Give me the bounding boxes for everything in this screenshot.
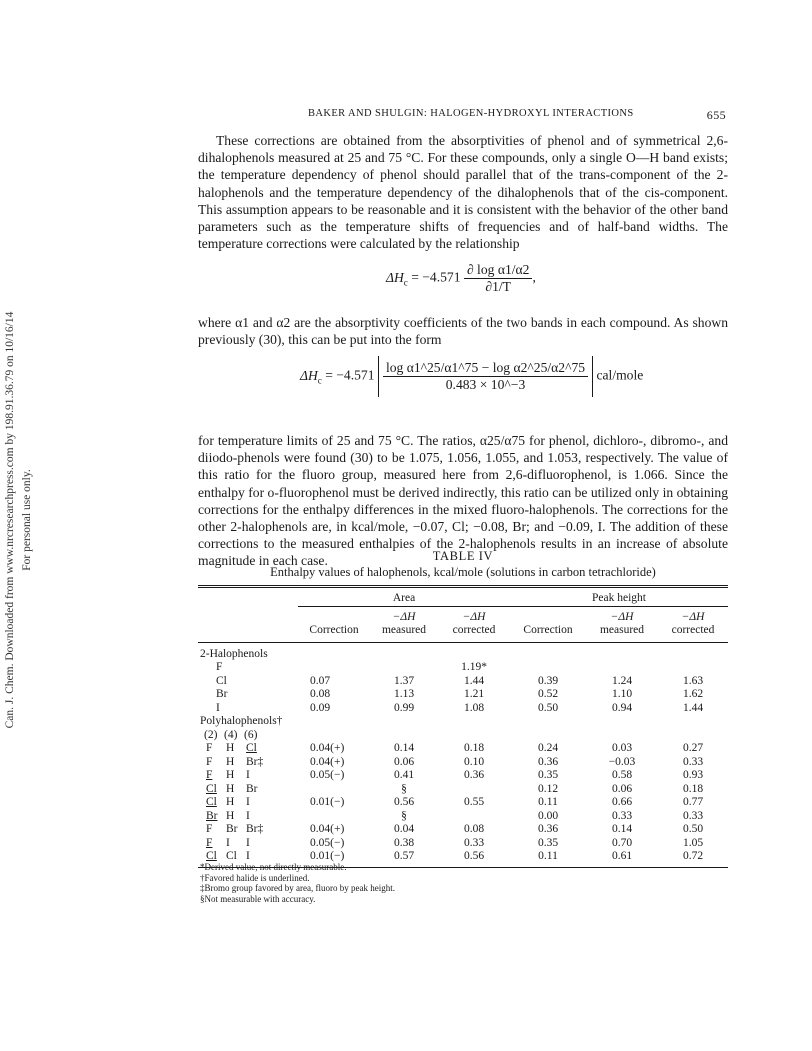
footnote: §Not measurable with accuracy. [200, 893, 316, 904]
cell-c2: 0.35 [537, 836, 559, 849]
cell-substituents [198, 796, 298, 810]
cell-m1 [370, 661, 438, 675]
table-row [198, 783, 728, 797]
cell-m2: 0.61 [611, 850, 633, 862]
cell-m1: 0.04 [393, 823, 415, 835]
cell-m1: 0.56 [393, 796, 415, 808]
cell-r1: 1.44 [463, 674, 485, 687]
cell-r2: 0.33 [682, 755, 704, 768]
eq1-tail: , [532, 269, 536, 285]
cell-c1: 0.09 [310, 701, 331, 714]
cell-r2: 0.72 [682, 850, 704, 862]
col-neg-dh: −ΔH [610, 610, 634, 623]
cell-m2: 0.66 [611, 796, 633, 808]
paragraph-text: where α1 and α2 are the absorptivity coefficients of the two bands in each compound. As shown previously (30), this can be put into the form [198, 315, 728, 348]
cell-m1: 1.37 [393, 674, 415, 687]
cell-r1: 0.55 [463, 796, 485, 808]
substituent-a: Cl [206, 782, 217, 795]
cell-c2: 0.36 [537, 823, 559, 835]
cell-m1: 0.41 [393, 769, 415, 781]
substituent-b: Br [226, 823, 238, 835]
cell-c2: 0.52 [537, 688, 559, 700]
cell-c1: 0.04(+) [310, 823, 345, 835]
cell-r1: 0.33 [463, 836, 485, 849]
cell-m2: 0.58 [611, 769, 633, 781]
cell-r1: 0.10 [463, 755, 485, 768]
table-row [198, 796, 728, 810]
cell-m2: 0.03 [611, 742, 633, 754]
footnote: ‡Bromo group favored by area, fluoro by peak height. [200, 883, 395, 893]
substituent-c: Cl [246, 742, 257, 754]
cell-m2: 0.06 [611, 782, 633, 795]
col-neg-dh: −ΔH [681, 610, 705, 623]
cell-substituents [198, 742, 298, 756]
cell-c2: 0.50 [537, 701, 559, 714]
col-correction: Correction [523, 624, 573, 636]
cell-r1: 0.36 [463, 769, 485, 781]
cell-label: I [216, 701, 220, 714]
cell-substituents [198, 769, 298, 783]
cell-r2: 1.05 [682, 836, 704, 849]
cell-substituents [198, 837, 298, 851]
cell-m2: −0.03 [608, 755, 636, 768]
col-neg-dh: −ΔH [392, 610, 416, 623]
table-row [198, 823, 728, 837]
substituent-c: Br [246, 782, 258, 795]
cell-m1: 0.06 [393, 755, 415, 768]
cell-c1: 0.08 [310, 688, 331, 700]
cell-label: Cl [216, 674, 227, 687]
cell-c1 [298, 783, 370, 797]
group-header-peak: Peak height [510, 587, 728, 607]
eq2-denominator: 0.483 × 10^−3 [445, 377, 526, 392]
eq1-denominator: ∂1/T [485, 279, 511, 294]
cell-m1: 0.99 [393, 701, 415, 714]
table-caption: Enthalpy values of halophenols, kcal/mole (solutions in carbon tetrachloride) [270, 565, 656, 579]
section-label: 2-Halophenols [200, 647, 268, 660]
table-row [198, 756, 728, 770]
cell-c1: 0.04(+) [310, 742, 345, 754]
cell-substituents [198, 756, 298, 770]
substituent-c: Br‡ [246, 823, 264, 835]
cell-substituents [198, 823, 298, 837]
cell-r1: 0.18 [463, 742, 485, 754]
substituent-c: Br‡ [246, 755, 264, 768]
substituent-b: H [226, 809, 235, 822]
substituent-a: F [206, 755, 213, 768]
table-row [198, 702, 728, 716]
cell-r1: 0.08 [463, 823, 485, 835]
cell-m2: 0.33 [611, 809, 633, 822]
cell-m2: 0.70 [611, 836, 633, 849]
cell-c2: 0.35 [537, 769, 559, 781]
substituent-c: I [246, 769, 250, 781]
cell-c1 [298, 810, 370, 824]
eq2-numerator: log α1^25/α1^75 − log α2^25/α2^75 [383, 360, 588, 377]
cell-substituents [198, 810, 298, 824]
col-correction: Correction [309, 624, 359, 636]
cell-r1: 1.21 [463, 688, 485, 700]
cell-r1: 0.56 [463, 850, 485, 862]
cell-m1: § [401, 809, 407, 822]
cell-substituents [198, 783, 298, 797]
cell-r2: 1.63 [682, 674, 704, 687]
group-header-area: Area [298, 587, 510, 607]
cell-r1: 1.08 [463, 701, 485, 714]
substituent-a: F [206, 742, 213, 754]
cell-m1: 0.57 [393, 850, 415, 862]
cell-c2: 0.36 [537, 755, 559, 768]
cell-m1: § [401, 782, 407, 795]
table-footnotes [200, 862, 720, 904]
eq2-coefficient: = −4.571 [325, 367, 375, 383]
cell-m1: 0.14 [393, 742, 415, 754]
substituent-b: H [226, 769, 235, 781]
paragraph-text: for temperature limits of 25 and 75 °C. The ratios, α25/α75 for phenol, dichloro-, dibromo-, and diiodo-phenols were found (30) to be 1.075, 1.056, 1.055, and 1.053, respectively. The value of this ratio for the fluoro group, measured here from 2,6-difluorophenol, is 1.066. Since the enthalpy for o-fluorophenol must be derived indirectly, this ratio can be utilized only in obtaining corrections for the enthalpy differences in the mixed fluoro-halophenols. The corrections for the other 2-halophenols are, in kcal/mole, −0.07, Cl; −0.08, Br; and −0.09, I. The addition of these corrections to the measured enthalpies of the 2-halophenols results in an increase of absolute magnitude in each case. [198, 433, 728, 569]
cell-r2: 0.93 [682, 769, 704, 781]
eq2-unit: cal/mole [596, 367, 644, 383]
cell-m2 [586, 661, 658, 675]
enthalpy-table [198, 585, 728, 868]
substituent-b: Cl [226, 850, 237, 862]
cell-r2: 0.18 [682, 782, 704, 795]
cell-r1 [438, 783, 510, 797]
footnote: †Favored halide is underlined. [200, 872, 310, 883]
cell-m1: 0.38 [393, 836, 415, 849]
table-row [198, 688, 728, 702]
table-row [198, 769, 728, 783]
cell-c2: 0.12 [537, 782, 559, 795]
paragraph-form [198, 314, 728, 348]
substituent-b: I [226, 836, 230, 849]
equation-enthalpy-derivative [386, 262, 646, 308]
table-heading [198, 548, 728, 580]
cell-c1: 0.04(+) [310, 755, 345, 768]
cell-c1: 0.01(−) [310, 850, 345, 862]
cell-m2: 0.94 [611, 701, 633, 714]
cell-r2: 1.62 [682, 688, 704, 700]
cell-label: F [216, 661, 223, 673]
cell-label: Br [216, 688, 228, 700]
running-head-title: BAKER AND SHULGIN: HALOGEN-HYDROXYL INTERACTIONS [308, 108, 634, 119]
eq2-fraction [383, 360, 588, 393]
table-row [198, 742, 728, 756]
substituent-a: Cl [206, 796, 217, 808]
col-measured: measured [599, 624, 645, 636]
cell-r2 [658, 661, 728, 675]
paragraph-text: These corrections are obtained from the absorptivities of phenol and of symmetrical 2,6-dihalophenols measured at 25 and 75 °C. For these compounds, only a single O—H band exists; the temperature dependency of phenol should parallel that of the trans-component of the 2-halophenols and the temperature dependency of the dihalophenols that of the cis-component. This assumption appears to be reasonable and it is consistent with the behavior of the other band parameters such as the temperature shifts of frequencies and of half-band widths. The temperature corrections were calculated by the relationship [198, 133, 728, 252]
table-row [198, 837, 728, 851]
table-row [198, 661, 728, 675]
cell-c2: 0.11 [538, 796, 558, 808]
table-body-halophenols [198, 642, 728, 715]
section-label: Polyhalophenols† [200, 715, 283, 727]
footnote: *Derived value, not directly measurable. [200, 862, 347, 872]
substituent-a: Cl [206, 850, 217, 862]
substituent-b: H [226, 796, 235, 808]
table-body-polyhalophenols [198, 715, 728, 864]
substituent-b: H [226, 782, 235, 795]
cell-r2: 0.33 [682, 809, 704, 822]
cell-c1: 0.05(−) [310, 769, 345, 781]
cell-c2 [510, 661, 586, 675]
eq2-bracket [378, 356, 593, 397]
cell-r2: 0.27 [682, 742, 704, 754]
col-measured: measured [381, 624, 427, 636]
substituent-b: H [226, 742, 235, 754]
cell-r2: 0.77 [682, 796, 704, 808]
substituent-a: F [206, 836, 213, 849]
cell-r2: 0.50 [682, 823, 704, 835]
substituent-c: I [246, 836, 250, 849]
cell-c2: 0.11 [538, 850, 558, 862]
col-corrected: corrected [452, 624, 496, 636]
download-notice [2, 270, 38, 770]
cell-c1: 0.05(−) [310, 836, 345, 849]
cell-c1: 0.07 [310, 674, 331, 687]
col-neg-dh: −ΔH [462, 610, 486, 623]
cell-r1: 1.19* [461, 661, 487, 673]
cell-m1: 1.13 [393, 688, 415, 700]
cell-r1 [438, 810, 510, 824]
substituent-a: F [206, 769, 213, 781]
eq1-coefficient: = −4.571 [411, 269, 461, 285]
eq1-lhs: $\Delta H_c$ [386, 269, 408, 288]
paragraph-corrections [198, 132, 728, 252]
cell-r2: 1.44 [682, 701, 704, 714]
download-notice-use: For personal use only. [21, 469, 33, 571]
cell-m2: 0.14 [611, 823, 633, 835]
table-row [198, 675, 728, 689]
cell-c2: 0.24 [537, 742, 559, 754]
cell-c2: 0.39 [537, 674, 559, 687]
table-number: TABLE IV [432, 549, 494, 563]
col-corrected: corrected [671, 624, 715, 636]
eq2-lhs: $\Delta H_c$ [300, 367, 322, 386]
cell-c1 [298, 661, 370, 675]
equation-enthalpy-ratio [300, 356, 680, 418]
cell-c2: 0.00 [537, 809, 559, 822]
cell-m2: 1.10 [611, 688, 633, 700]
substituent-c: I [246, 796, 250, 808]
substituent-c: I [246, 850, 250, 862]
eq1-fraction [464, 262, 536, 295]
position-header: (2) (4) (6) [204, 728, 258, 741]
substituent-a: F [206, 823, 213, 835]
table-row [198, 810, 728, 824]
substituent-c: I [246, 809, 250, 822]
download-notice-source: Can. J. Chem. Downloaded from www.nrcresearchpress.com by 198.91.36.79 on 10/16/14 [4, 311, 16, 729]
cell-m2: 1.24 [611, 674, 633, 687]
substituent-a: Br [206, 809, 218, 822]
page-number: 655 [706, 108, 726, 122]
cell-c1: 0.01(−) [310, 796, 345, 808]
eq1-numerator: ∂ log α1/α2 [464, 262, 533, 279]
substituent-b: H [226, 755, 235, 768]
